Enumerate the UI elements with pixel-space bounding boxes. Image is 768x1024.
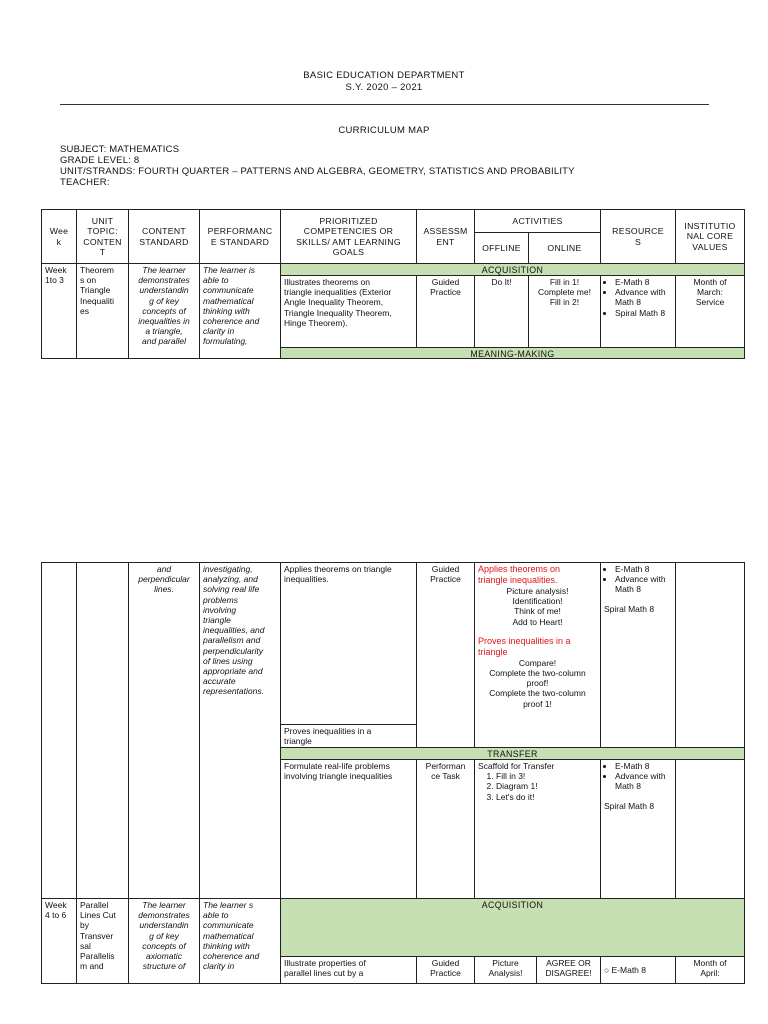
resource-item: • Advance with Math 8 <box>615 574 672 594</box>
document-title: CURRICULUM MAP <box>338 125 430 136</box>
resources-cell <box>600 956 676 984</box>
teacher-line: TEACHER: <box>60 177 110 188</box>
resources-cell <box>600 562 676 748</box>
col-competencies: PRIORITIZED COMPETENCIES OR SKILLS/ AMT LEARNING GOALS <box>280 209 417 264</box>
col-activities: ACTIVITIES <box>474 209 601 233</box>
col-core-values: INSTITUTIO NAL CORE VALUES <box>675 209 745 264</box>
activities-cell <box>474 759 601 899</box>
hollow-bullet-icon: ○ <box>604 965 610 975</box>
topic-cell: Parallel Lines Cut by Transver sal Parallelis m and <box>76 898 129 984</box>
scaffold-step: 1. Fill in 3! <box>496 771 597 781</box>
competency-cell: Formulate real-life problems involving triangle inequalities <box>280 759 417 899</box>
stage-acquisition: ACQUISITION <box>280 263 745 276</box>
resource-item: • Advance with Math 8 <box>615 771 672 791</box>
unit-line: UNIT/STRANDS: FOURTH QUARTER – PATTERNS AND ALGEBRA, GEOMETRY, STATISTICS AND PROBABILITY <box>60 166 575 177</box>
assessment-cell: Guided Practice <box>416 562 475 748</box>
resource-item: • Spiral Math 8 <box>615 308 672 318</box>
col-online: ONLINE <box>528 232 601 264</box>
week-cell: Week 1to 3 <box>41 263 77 359</box>
content-standard-continued: and perpendicular lines. <box>128 562 200 899</box>
col-content-standard: CONTENT STANDARD <box>128 209 200 264</box>
col-resources: RESOURCE S <box>600 209 676 264</box>
col-assessment: ASSESSM ENT <box>416 209 475 264</box>
activity-list: Picture analysis! Identification! Think of me! Add to Heart! <box>506 586 569 627</box>
stage-transfer: TRANSFER <box>280 747 745 760</box>
online-activity-cell: AGREE OR DISAGREE! <box>536 956 601 984</box>
performance-standard-cell: The learner s able to communicate mathematical thinking with coherence and clarity in <box>199 898 281 984</box>
competency-cell: Illustrate properties of parallel lines cut by a <box>280 956 417 984</box>
resource-item: • E-Math 8 <box>615 761 672 771</box>
offline-activity-cell: Do It! <box>474 275 529 348</box>
resource-item: • E-Math 8 <box>615 277 672 287</box>
resource-item: Spiral Math 8 <box>604 800 655 811</box>
core-values-cell: Month of March: Service <box>675 275 745 348</box>
competency-cell: Applies theorems on triangle inequalities. <box>280 562 417 725</box>
resources-cell <box>600 759 676 899</box>
assessment-cell: Guided Practice <box>416 275 475 348</box>
activities-cell <box>474 562 601 748</box>
col-topic: UNIT TOPIC: CONTEN T <box>76 209 129 264</box>
stage-acquisition: ACQUISITION <box>280 898 745 957</box>
resource-item: E-Math 8 <box>611 965 647 975</box>
topic-cell: Theorem s on Triangle Inequaliti es <box>76 263 129 359</box>
offline-activity-cell: Picture Analysis! <box>474 956 537 984</box>
resource-item: • E-Math 8 <box>615 564 672 574</box>
competency-cell: Illustrates theorems on triangle inequalities (Exterior Angle Inequality Theorem, Triangle Inequality Theorem, Hinge Theorem). <box>280 275 417 348</box>
resource-item: Spiral Math 8 <box>604 603 655 614</box>
content-standard-cell: The learner demonstrates understandin g of key concepts of axiomatic structure of <box>128 898 200 984</box>
col-week: Wee k <box>41 209 77 264</box>
assessment-cell: Guided Practice <box>416 956 475 984</box>
col-performance-standard: PERFORMANC E STANDARD <box>199 209 281 264</box>
activity-heading: Proves inequalities in a triangle <box>478 635 571 657</box>
header-divider <box>60 104 709 105</box>
performance-standard-cell: The learner is able to communicate mathematical thinking with coherence and clarity in formulating, <box>199 263 281 359</box>
resource-item: • Advance with Math 8 <box>615 287 672 307</box>
content-standard-cell: The learner demonstrates understandin g of key concepts of inequalities in a triangle, and parallel <box>128 263 200 359</box>
school-year: S.Y. 2020 – 2021 <box>345 82 423 93</box>
col-offline: OFFLINE <box>474 232 529 264</box>
subject-line: SUBJECT: MATHEMATICS <box>60 144 180 155</box>
performance-standard-continued: investigating, analyzing, and solving real life problems involving triangle inequalities, and parallelism and perpendicularity of lines using appropriate and accurate representations. <box>199 562 281 899</box>
online-activity-cell: Fill in 1! Complete me! Fill in 2! <box>528 275 601 348</box>
scaffold-step: 3. Let's do it! <box>496 792 597 802</box>
scaffold-title: Scaffold for Transfer <box>478 761 555 771</box>
topic-cell-continued <box>76 562 129 899</box>
core-values-cell <box>675 562 745 748</box>
competency-cell: Proves inequalities in a triangle <box>280 724 417 748</box>
department-heading: BASIC EDUCATION DEPARTMENT <box>303 70 465 81</box>
core-values-cell <box>675 759 745 899</box>
week-cell: Week 4 to 6 <box>41 898 77 984</box>
stage-meaning-making: MEANING-MAKING <box>280 347 745 359</box>
week-cell-continued <box>41 562 77 899</box>
grade-line: GRADE LEVEL: 8 <box>60 155 140 166</box>
activity-heading: Applies theorems on triangle inequalities. <box>478 564 561 585</box>
scaffold-step: 2. Diagram 1! <box>496 781 597 791</box>
core-values-cell: Month of April: <box>675 956 745 984</box>
activity-list: Compare! Complete the two-column proof! Complete the two-column proof 1! <box>489 657 586 709</box>
resources-cell <box>600 275 676 348</box>
assessment-cell: Performan ce Task <box>416 759 475 899</box>
